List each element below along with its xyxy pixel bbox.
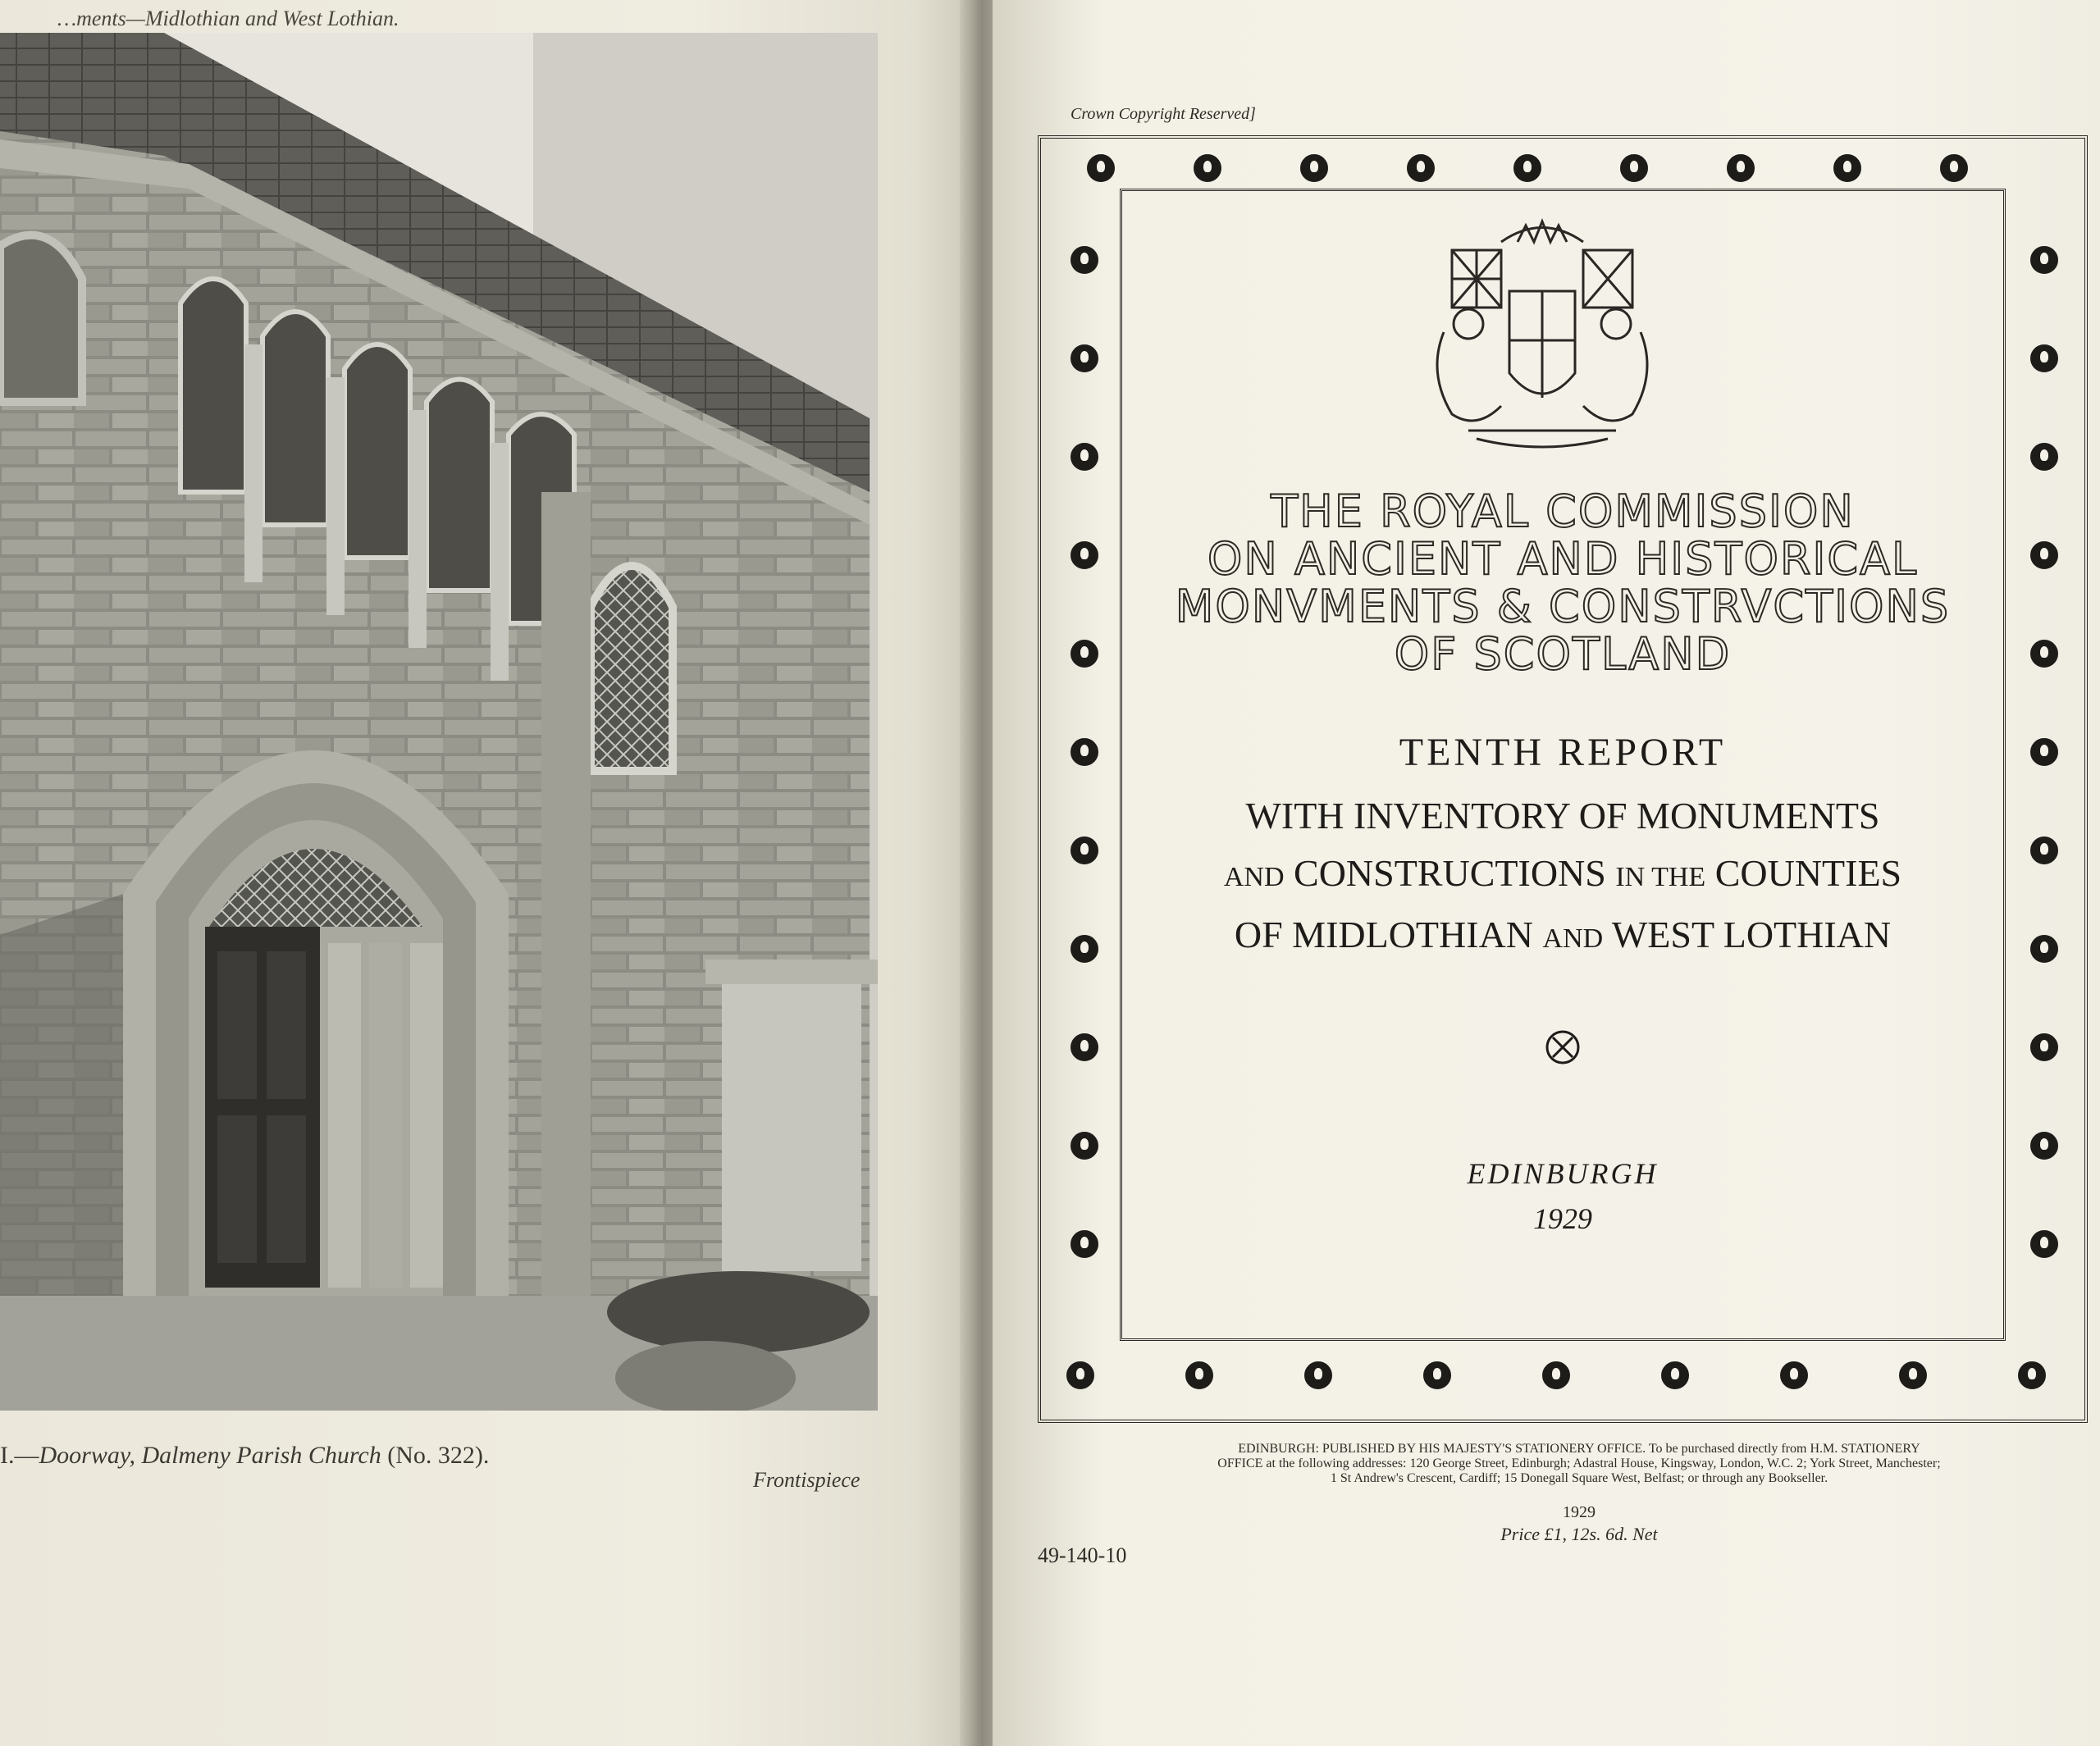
right-page [993, 0, 2100, 1746]
photo-caption [0, 1442, 591, 1470]
commission-heading [1136, 488, 1989, 678]
caption-reference: (No. 322). [381, 1442, 490, 1469]
thistle-icon [1071, 344, 1098, 372]
thistle-icon [2030, 1033, 2058, 1061]
royal-coat-of-arms-icon [1419, 209, 1665, 455]
report-title: TENTH REPORT [1399, 731, 1727, 774]
report-word: IN THE [1615, 862, 1706, 892]
thistle-icon [1185, 1361, 1213, 1389]
commission-line: OF SCOTLAND [1394, 628, 1732, 680]
report-line-3 [1136, 906, 1989, 968]
running-head: …ments—Midlothian and West Lothian. [57, 7, 399, 30]
thistle-icon [1066, 1361, 1094, 1389]
report-word: AND [1223, 862, 1285, 892]
thistle-icon [1071, 443, 1098, 471]
commission-line: THE ROYAL COMMISSION [1271, 486, 1855, 537]
left-page [0, 0, 984, 1746]
thistle-icon [1542, 1361, 1570, 1389]
imprint-line: OFFICE at the following addresses: 120 George Street, Edinburgh; Adastral House, Kingsway, London, W.C. 2; York Street, Manchester; [1217, 1457, 1941, 1470]
thistle-icon [1833, 154, 1861, 182]
church-doorway-illustration [0, 33, 878, 1411]
thistle-icon [1071, 640, 1098, 668]
ornament-icon [1545, 1029, 1581, 1065]
imprint-line: EDINBURGH: PUBLISHED BY HIS MAJESTY'S STATIONERY OFFICE. To be purchased directly from H.M. STATIONERY [1238, 1442, 1920, 1456]
report-word: WEST LOTHIAN [1611, 914, 1892, 955]
thistle-icon [2030, 738, 2058, 766]
report-word: OF MIDLOTHIAN [1234, 914, 1534, 955]
frontispiece-photo [0, 33, 878, 1411]
caption-text: Doorway, Dalmeny Parish Church [39, 1442, 381, 1469]
thistle-icon [1513, 154, 1541, 182]
thistle-icon [1071, 1230, 1098, 1258]
thistle-icon [1727, 154, 1755, 182]
thistle-icon [1071, 837, 1098, 864]
thistle-icon [2018, 1361, 2046, 1389]
report-line-1: WITH INVENTORY OF MONUMENTS [1245, 795, 1880, 837]
thistle-icon [2030, 443, 2058, 471]
publication-place: EDINBURGH [1467, 1157, 1659, 1190]
thistle-icon [2030, 640, 2058, 668]
report-subtitle [1136, 787, 1989, 968]
report-line-2 [1136, 845, 1989, 906]
copyright-line: Crown Copyright Reserved] [1071, 105, 1256, 123]
thistle-icon [2030, 1230, 2058, 1258]
thistle-icon [1423, 1361, 1451, 1389]
publication-year: 1929 [1533, 1202, 1592, 1235]
thistle-icon [2030, 344, 2058, 372]
thistle-icon [1071, 738, 1098, 766]
thistle-icon [1780, 1361, 1808, 1389]
thistle-icon [1940, 154, 1968, 182]
thistle-icon [1300, 154, 1328, 182]
thistle-icon [1661, 1361, 1689, 1389]
imprint-year: 1929 [1563, 1503, 1596, 1521]
thistle-icon [2030, 1132, 2058, 1160]
thistle-icon [1071, 935, 1098, 963]
price: Price £1, 12s. 6d. Net [1500, 1524, 1658, 1544]
thistle-icon [1071, 1132, 1098, 1160]
caption-prefix: I.— [0, 1442, 39, 1469]
plate-label: Frontispiece [753, 1468, 861, 1492]
thistle-icon [2030, 837, 2058, 864]
publisher-imprint [1071, 1442, 2088, 1486]
thistle-icon [1407, 154, 1435, 182]
report-word: AND [1542, 923, 1604, 954]
stock-code: 49-140-10 [1038, 1543, 1127, 1567]
imprint-line: 1 St Andrew's Crescent, Cardiff; 15 Donegall Square West, Belfast; or through any Bookseller. [1330, 1471, 1828, 1485]
thistle-icon [2030, 935, 2058, 963]
report-word: CONSTRUCTIONS [1294, 852, 1606, 894]
thistle-icon [1899, 1361, 1927, 1389]
thistle-icon [1071, 1033, 1098, 1061]
thistle-icon [2030, 541, 2058, 569]
thistle-icon [1620, 154, 1648, 182]
thistle-icon [1071, 246, 1098, 274]
thistle-icon [1071, 541, 1098, 569]
thistle-icon [2030, 246, 2058, 274]
thistle-icon [1087, 154, 1115, 182]
thistle-icon [1304, 1361, 1332, 1389]
commission-line: MONVMENTS & CONSTRVCTIONS [1175, 581, 1951, 632]
commission-line: ON ANCIENT AND HISTORICAL [1207, 533, 1919, 585]
report-word: COUNTIES [1714, 852, 1902, 894]
thistle-icon [1194, 154, 1221, 182]
